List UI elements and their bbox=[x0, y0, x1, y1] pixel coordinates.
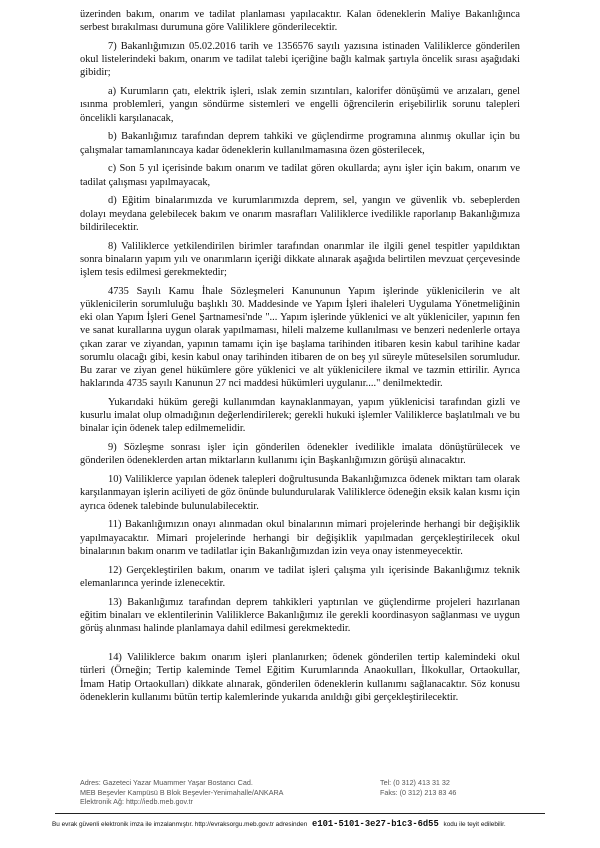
footer-divider bbox=[55, 813, 545, 814]
page-footer bbox=[80, 778, 520, 807]
address-line-street: Adres: Gazeteci Yazar Muammer Yaşar Bostancı Cad. bbox=[80, 778, 253, 787]
paragraph-item-7c: c) Son 5 yıl içerisinde bakım onarım ve tadilat gören okullarda; aynı işler için bakım, onarım ve tadilat çalışması yapılmayacak, bbox=[80, 163, 520, 188]
verification-text-before: Bu evrak güvenli elektronik imza ile imzalanmıştır. http://evraksorgu.meb.gov.tr adresinden bbox=[52, 821, 308, 828]
paragraph-law-4735: 4735 Sayılı Kamu İhale Sözleşmeleri Kanununun Yapım işlerinde yüklenicilerin ve alt yüklenicilerin sorumluluğu başlıklı 30. Maddesinde ve Yapım İşleri ihaleleri Uygulama Yönetmeliğinin eki olan Yapım İşleri Genel Şartnamesi'nde "... Yapım işlerinde yüklenici ve alt yükleniciler, yapının fen ve sanat kurallarına uygun olarak yapılmaması, hileli malzeme kullanılması ve benzeri nedenlerle ortaya çıkan zarar ve ziyandan, yapının tamamı için işe başlama tarihinden itibaren kesin kabul tarihine kadar sorumlu olacağı gibi, kesin kabul onay tarihinden itibaren de on beş yıl süreyle müteselsilen sorumludur. Bu zarar ve ziyan genel hükümlere göre yüklenici ve alt yüklenicilere ikmal ve tazmin ettirilir. Ayrıca haklarında 4735 sayılı Kanunun 27 nci maddesi hükümleri uygulanır...." denilmektedir. bbox=[80, 285, 520, 390]
address-line-web: Elektronik Ağ: http://iedb.meb.gov.tr bbox=[80, 797, 193, 807]
paragraph-item-13: 13) Bakanlığımız tarafından deprem tahkikleri yaptırılan ve güçlendirme projeleri hazırlanan eğitim binaları ve eklentilerinin Valiliklerce Bakanlığımız ile gerekli koordinasyon sağlanması ve uygun görüş alınması halinde planlamaya dahil edilmesi gerekmektedir. bbox=[80, 596, 520, 635]
e-signature-verification bbox=[52, 819, 552, 829]
paragraph-continuation: üzerinden bakım, onarım ve tadilat planlaması yapılacaktır. Kalan ödeneklerin Maliye Bakanlığınca serbest bırakılması durumuna göre Valiliklere gönderilecektir. bbox=[80, 9, 520, 34]
paragraph-item-7d: d) Eğitim binalarımızda ve kurumlarımızda deprem, sel, yangın ve güvenlik vb. sebeplerden dolayı meydana gelebilecek bakım ve onarım masrafları Valiliklerce ivedilikle raporlanıp Bakanlığımıza bildirilecektir. bbox=[80, 195, 520, 233]
paragraph-item-12: 12) Gerçekleştirilen bakım, onarım ve tadilat işleri çalışma yılı içerisinde Bakanlığımız teknik elemanlarınca yerinde izlenecektir. bbox=[80, 564, 520, 589]
paragraph-item-7b: b) Bakanlığımız tarafından deprem tahkiki ve güçlendirme programına alınmış okullar için bu çalışmalar tamamlanıncaya kadar ödeneklerin kullanılmamasına özen gösterilecek, bbox=[80, 131, 520, 156]
footer-fax: Faks: (0 312) 213 83 46 bbox=[380, 787, 457, 797]
verification-text-after: kodu ile teyit edilebilir. bbox=[443, 821, 506, 828]
address-line-campus: MEB Beşevler Kampüsü B Blok Beşevler-Yenimahalle/ANKARA bbox=[80, 787, 284, 797]
document-body bbox=[80, 8, 520, 710]
footer-address bbox=[80, 778, 380, 807]
footer-row bbox=[80, 778, 520, 807]
footer-contact bbox=[380, 778, 520, 807]
paragraph-item-7a: a) Kurumların çatı, elektrik işleri, ıslak zemin sızıntıları, kalorifer dönüşümü ve arızaları, genel ısınma problemleri, yangın söndürme sistemleri ve engelli öğrencilerin erişebilirlik sorunu talepleri öncelikli karşılanacak, bbox=[80, 86, 520, 124]
verification-code: e101-5101-3e27-b1c3-6d55 bbox=[312, 819, 439, 829]
paragraph-item-10: 10) Valiliklerce yapılan ödenek talepleri doğrultusunda Bakanlığımızca ödenek miktarı tam olarak karşılanmayan işlerin aciliyeti de göz önünde bulundurularak Valiliklerce ödeneğin eksik kalan kısmı için ayrıca ödenek talebinde bulunulabilecektir. bbox=[80, 474, 520, 512]
paragraph-item-9: 9) Sözleşme sonrası işler için gönderilen ödenekler ivedilikle imalata dönüştürülecek ve gönderilen ödeneklerden artan miktarların kullanımı için Başkanlığımızın görüşü alınacaktır. bbox=[80, 442, 520, 467]
paragraph-item-7: 7) Bakanlığımızın 05.02.2016 tarih ve 1356576 sayılı yazısına istinaden Valiliklerce gönderilen okul listelerindeki bakım, onarım ve tadilat talebi içeriğine bağlı kalmak şartıyla öncelik sırası aşağıdaki gibidir; bbox=[80, 41, 520, 79]
paragraph-item-14: 14) Valiliklerce bakım onarım işleri planlanırken; ödenek gönderilen tertip kalemindeki okul türleri (Örneğin; Tertip kaleminde Temel Eğitim Kurumlarında Anaokulları, İlkokullar, Ortaokullar, İmam Hatip Ortaokulları) dikkate alınarak, gönderilen ödeneklerin kullanımı sağlanacaktır. Söz konusu ödeneklerin kullanımı bütün tertip kalemlerinde yukarıda anıldığı gibi gerçekleştirilecektir. bbox=[80, 652, 520, 703]
paragraph-item-8: 8) Valiliklerce yetkilendirilen birimler tarafından onarımlar ile ilgili genel tespitler yapıldıktan sonra binaların yapım yılı ve onarımların içeriği dikkate alınarak aşağıda belirtilen mevzuat çerçevesinde işlem tesis edilmesi gerekmektedir; bbox=[80, 240, 520, 279]
paragraph-item-11: 11) Bakanlığımızın onayı alınmadan okul binalarının mimari projelerinde herhangi bir değişiklik yapılmayacaktır. Mimari projelerinde herhangi bir değişiklik yapılmadan gerçekleştirilecek okul binalarının bakım onarım ve tadilatlar için Bakanlığımızdan izin veya onay istenmeyecektir. bbox=[80, 519, 520, 557]
paragraph-legal-action: Yukarıdaki hüküm gereği kullanımdan kaynaklanmayan, yapım yüklenicisi tarafından gizli ve kusurlu imalat olup olmadığının değerlendirilerek; gerekli hukuki işlemler Valiliklerce başlatılmalı ve bu binalar için ödenek talep edilmemelidir. bbox=[80, 397, 520, 435]
footer-phone: Tel: (0 312) 413 31 32 bbox=[380, 778, 450, 787]
